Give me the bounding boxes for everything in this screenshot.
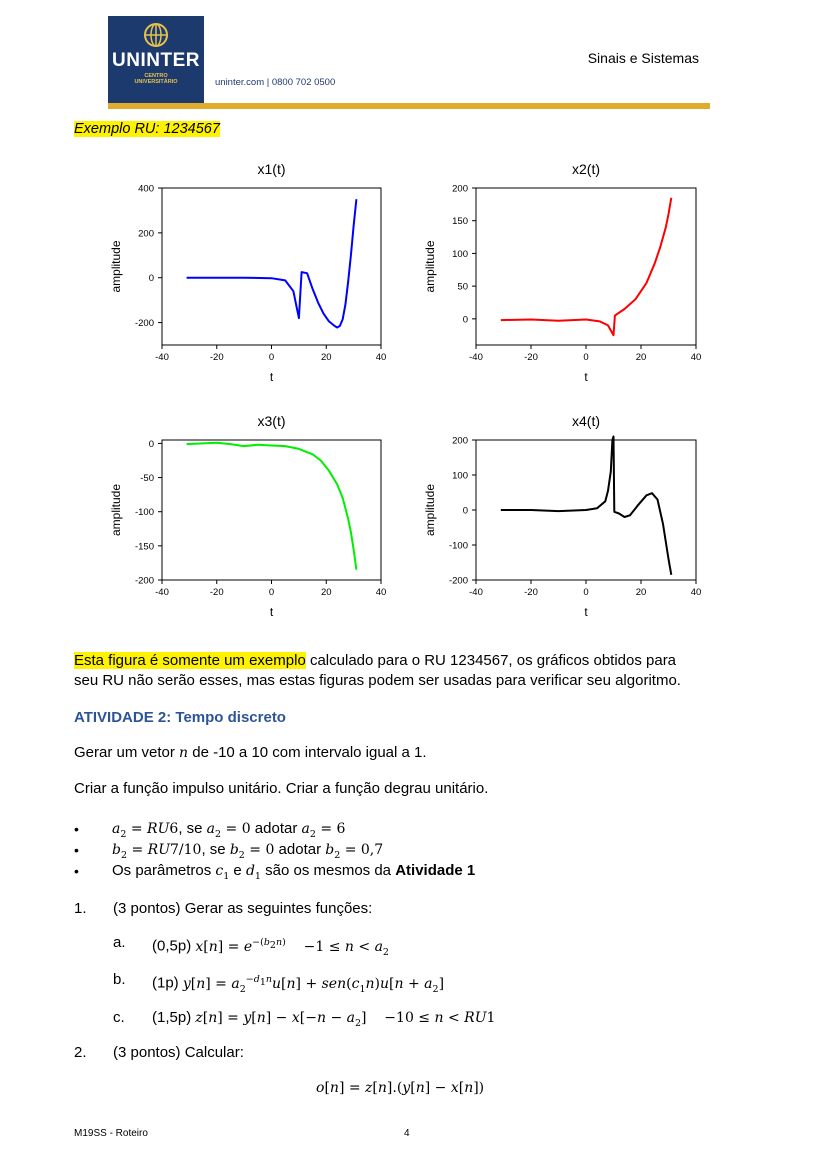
y-tick-label: 400 bbox=[138, 183, 154, 195]
item-b-formula: (1p) $y[n] = a_2^{-d_1n}u[n] + sen(c_1n)u[n + a_2]$ bbox=[152, 974, 445, 995]
question-2-number: 2. bbox=[74, 1044, 87, 1061]
plot-frame bbox=[476, 188, 696, 345]
x-axis-label: t bbox=[584, 605, 588, 619]
y-tick-label: 200 bbox=[452, 435, 468, 447]
plot-title: x3(t) bbox=[257, 413, 286, 429]
y-tick-label: -100 bbox=[134, 507, 154, 519]
plot-title: x2(t) bbox=[572, 161, 600, 177]
x-tick-label: 0 bbox=[268, 587, 275, 598]
x-tick-label: 40 bbox=[690, 587, 702, 598]
page-number: 4 bbox=[404, 1128, 410, 1139]
series-line-3 bbox=[187, 443, 357, 570]
y-tick-label: -50 bbox=[140, 473, 154, 485]
example-plots bbox=[0, 150, 820, 630]
x-tick-label: -20 bbox=[209, 587, 224, 598]
x-axis-label: t bbox=[269, 605, 274, 619]
bullet-b2: • $b_2 = RU7/10$, se $b_2 = 0$ adotar $b_2 = 0,7$ bbox=[74, 841, 384, 861]
x-tick-label: 20 bbox=[320, 587, 332, 598]
series-line-1 bbox=[187, 199, 357, 327]
x-axis-label: t bbox=[269, 370, 274, 384]
y-tick-label: 150 bbox=[452, 216, 468, 228]
y-tick-label: 0 bbox=[462, 314, 468, 326]
y-axis-label: amplitude bbox=[423, 240, 437, 293]
globe-icon bbox=[140, 20, 172, 50]
y-tick-label: -100 bbox=[448, 540, 468, 552]
y-tick-label: 100 bbox=[452, 248, 468, 260]
item-c-formula: (1,5p) $z[n] = y[n] - x[-n - a_2]$ −10 ≤ n < RU1 bbox=[152, 1009, 496, 1029]
y-axis-label: amplitude bbox=[109, 240, 123, 293]
note-line2: seu RU não serão esses, mas estas figuras podem ser usadas para verificar seu algoritmo. bbox=[74, 672, 681, 689]
question-2-text: (3 pontos) Calcular: bbox=[113, 1044, 244, 1061]
plot-frame bbox=[162, 440, 381, 580]
series-line-4 bbox=[501, 437, 672, 575]
y-tick-label: -150 bbox=[134, 541, 154, 553]
y-tick-label: 0 bbox=[462, 505, 468, 517]
series-line-2 bbox=[501, 198, 672, 335]
activity-title: ATIVIDADE 2: Tempo discreto bbox=[74, 709, 286, 726]
y-axis-label: amplitude bbox=[423, 483, 437, 537]
footer-doc-name: M19SS - Roteiro bbox=[74, 1128, 148, 1139]
x-tick-label: -20 bbox=[209, 352, 224, 363]
x-tick-label: 20 bbox=[635, 587, 647, 598]
course-title: Sinais e Sistemas bbox=[587, 50, 699, 66]
x-tick-label: 20 bbox=[320, 352, 332, 363]
logo-subtitle: CENTRO UNIVERSITÁRIO bbox=[134, 73, 178, 85]
item-a-label: a. bbox=[113, 934, 126, 951]
y-tick-label: 50 bbox=[457, 281, 468, 293]
y-tick-label: -200 bbox=[134, 318, 154, 330]
example-note bbox=[74, 651, 764, 691]
output-formula: o[n] = z[n].(y[n] − x[n]) bbox=[316, 1080, 485, 1096]
contact-line: uninter.com | 0800 702 0500 bbox=[215, 77, 336, 88]
x-tick-label: 40 bbox=[375, 587, 387, 598]
x-axis-label: t bbox=[584, 370, 588, 384]
item-c-label: c. bbox=[113, 1009, 125, 1026]
note-rest-line1: calculado para o RU 1234567, os gráficos obtidos para bbox=[305, 652, 677, 669]
x-tick-label: 40 bbox=[375, 352, 387, 363]
question-1-number: 1. bbox=[74, 900, 87, 917]
item-b-label: b. bbox=[113, 971, 126, 988]
bullet-params: • Os parâmetros $c_1$ e $d_1$ são os mesmos da Atividade 1 bbox=[74, 862, 476, 882]
paragraph-vector: Gerar um vetor n de -10 a 10 com intervalo igual a 1. bbox=[74, 744, 427, 761]
y-tick-label: -200 bbox=[448, 575, 468, 587]
x-tick-label: -40 bbox=[155, 352, 169, 363]
bullet-a2: • $a_2 = RU6$, se $a_2 = 0$ adotar $a_2 = 6$ bbox=[74, 820, 346, 840]
note-highlight: Esta figura é somente um exemplo bbox=[74, 652, 306, 669]
y-tick-label: 200 bbox=[452, 183, 468, 195]
x-tick-label: 0 bbox=[268, 352, 275, 363]
y-tick-label: 0 bbox=[148, 438, 154, 450]
x-tick-label: 20 bbox=[635, 352, 647, 363]
y-tick-label: 100 bbox=[452, 470, 468, 482]
question-1-text: (3 pontos) Gerar as seguintes funções: bbox=[113, 900, 373, 917]
x-tick-label: -20 bbox=[524, 587, 538, 598]
plot-title: x1(t) bbox=[257, 161, 286, 177]
y-tick-label: 0 bbox=[148, 273, 154, 285]
x-tick-label: 40 bbox=[690, 352, 702, 363]
y-tick-label: -200 bbox=[134, 575, 154, 587]
x-tick-label: 0 bbox=[583, 587, 589, 598]
logo-name: UNINTER bbox=[112, 50, 200, 71]
y-tick-label: 200 bbox=[138, 228, 154, 240]
paragraph-impulse: Criar a função impulso unitário. Criar a função degrau unitário. bbox=[74, 780, 489, 797]
header-rule bbox=[108, 103, 710, 109]
x-tick-label: 0 bbox=[583, 352, 589, 363]
x-tick-label: -40 bbox=[469, 587, 483, 598]
x-tick-label: -40 bbox=[469, 352, 483, 363]
plot-frame bbox=[162, 188, 381, 345]
y-axis-label: amplitude bbox=[109, 483, 123, 537]
plot-title: x4(t) bbox=[572, 413, 600, 429]
item-a-formula: (0,5p) $x[n] = e^{-(b_2n)}$ $-1 \le n < a_2$ bbox=[152, 937, 389, 958]
x-tick-label: -40 bbox=[155, 587, 169, 598]
example-label: Exemplo RU: 1234567 bbox=[74, 121, 220, 137]
x-tick-label: -20 bbox=[524, 352, 538, 363]
